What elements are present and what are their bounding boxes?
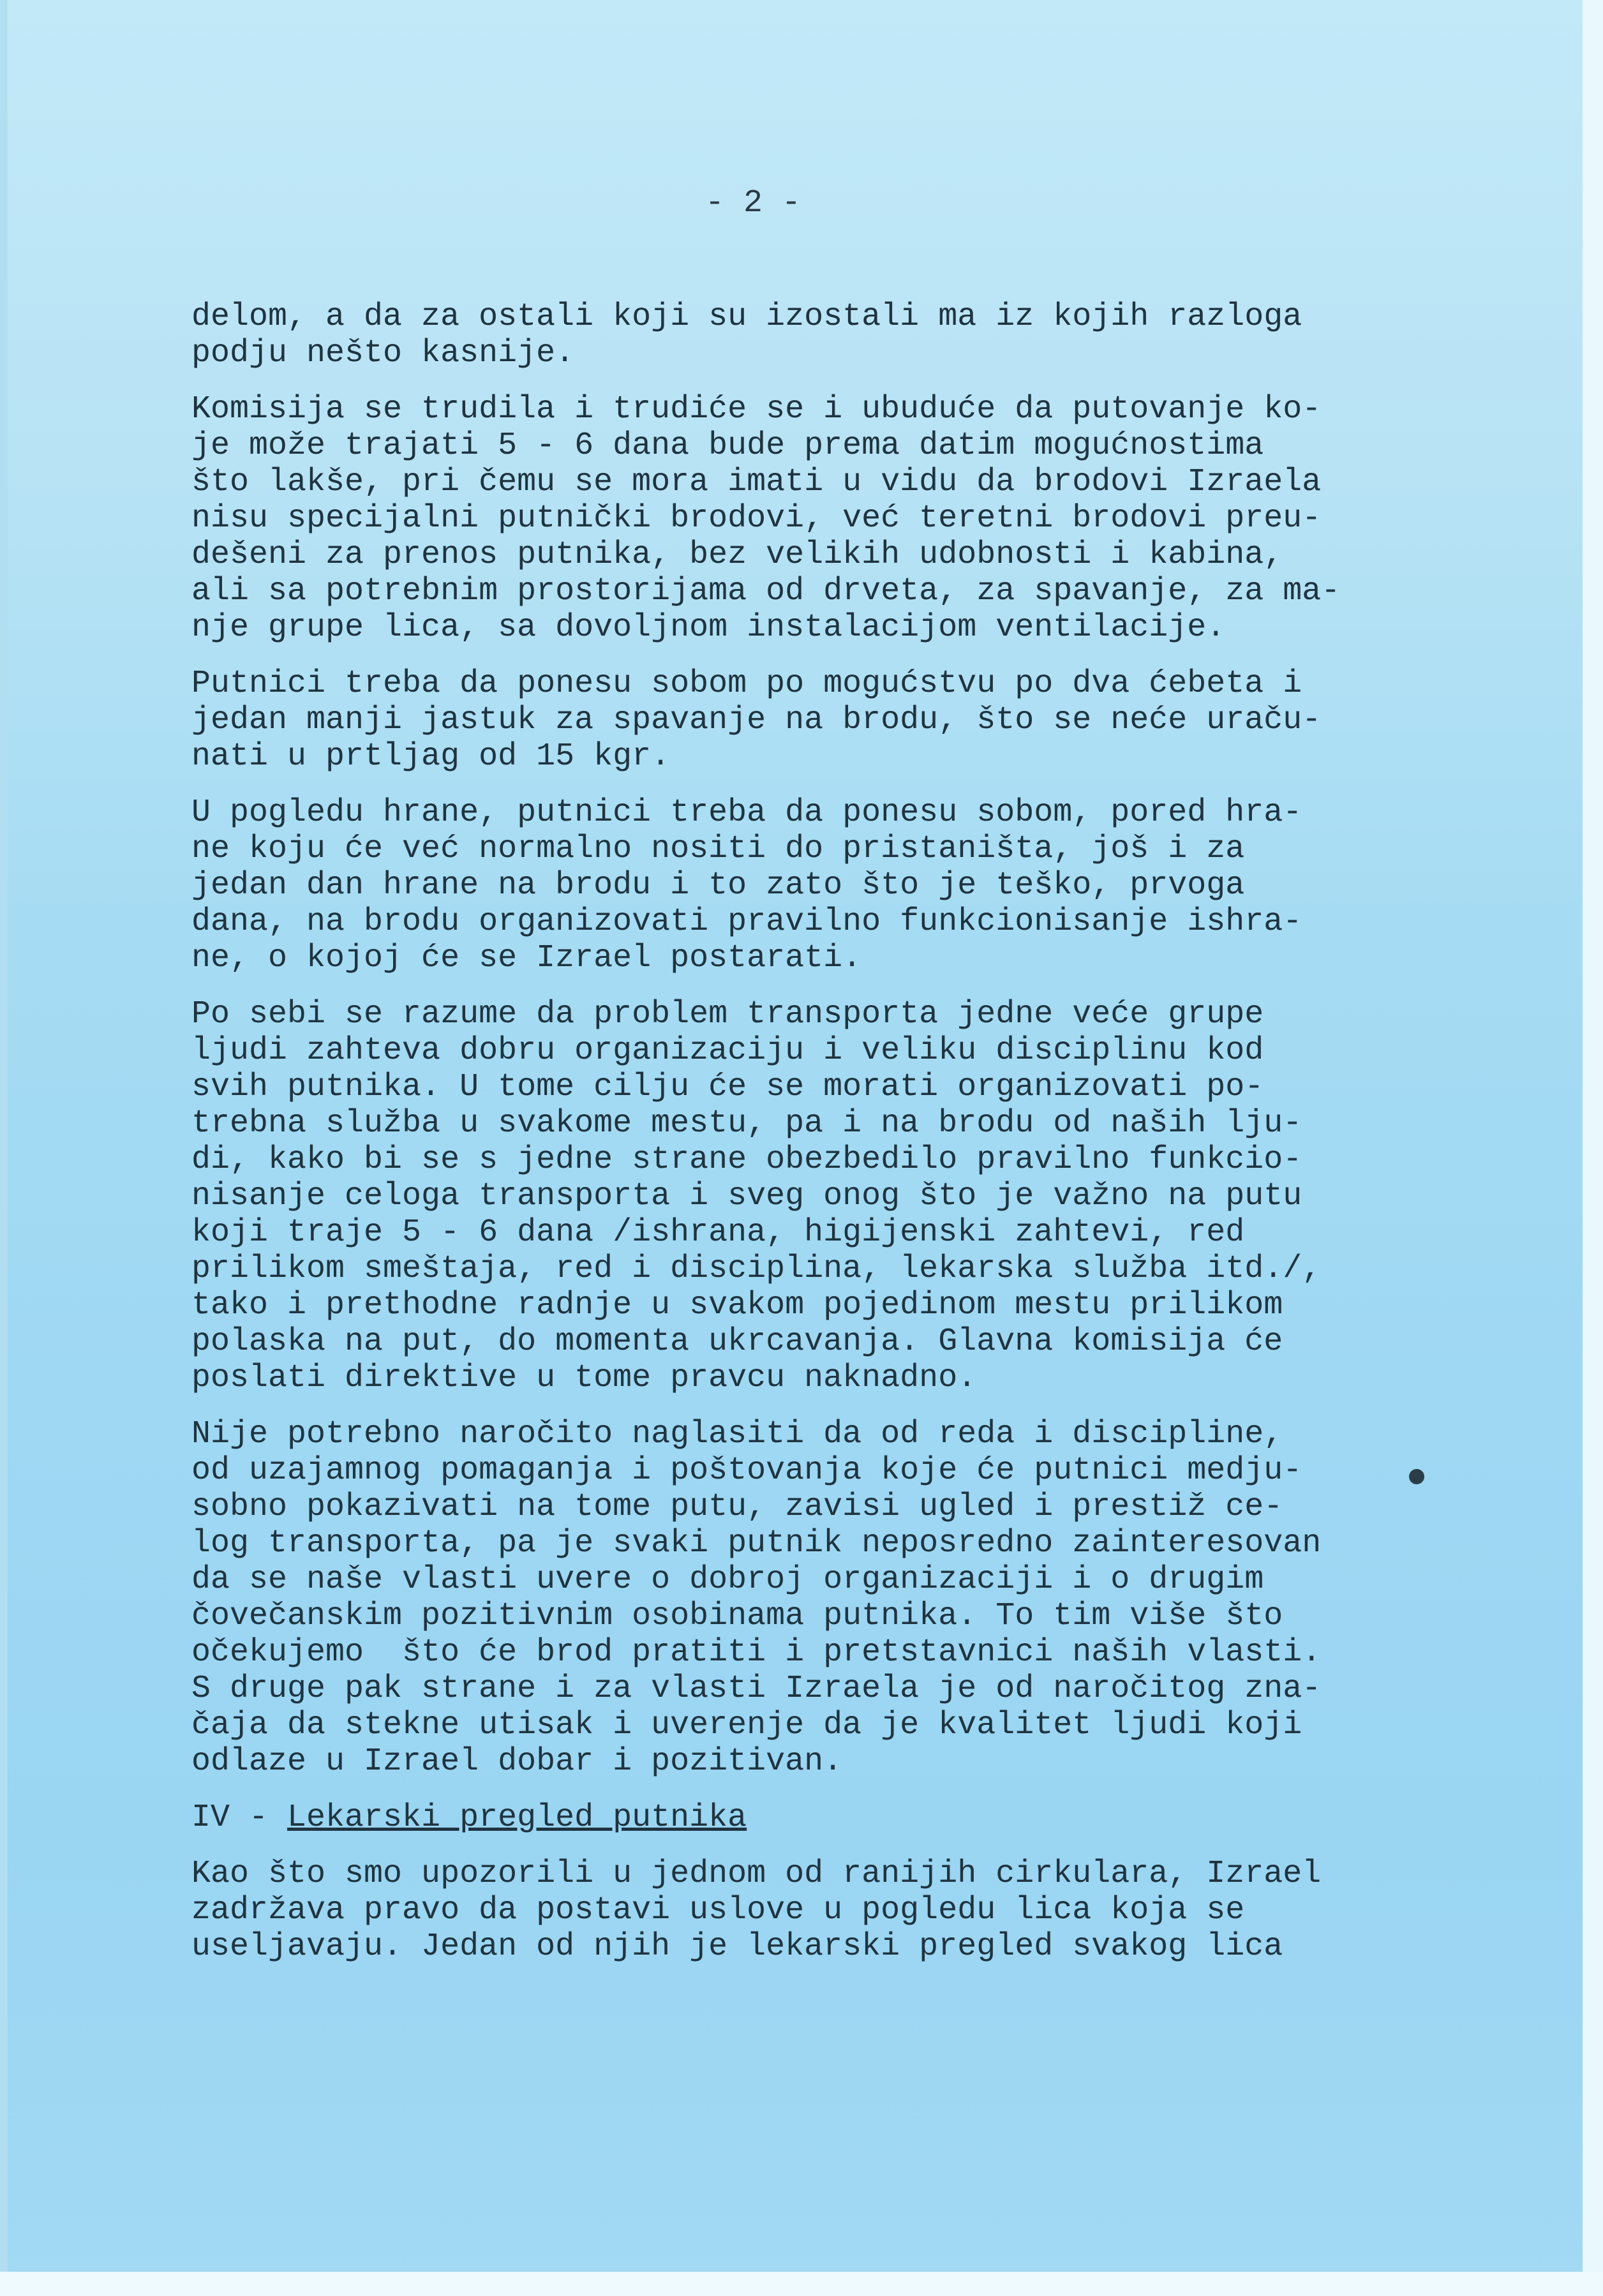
paragraph-7: Kao što smo upozorili u jednom od ranijih cirkulara, Izrael zadržava pravo da postavi uslove u pogledu lica koja se useljavaju. Jedan od njih je lekarski pregled svakog lica <box>191 1856 1322 1965</box>
paragraph-4: U pogledu hrane, putnici treba da ponesu sobom, pored hra- ne koju će već normalno nositi do pristaništa, još i za jedan dan hrane na brodu i to zato što je teško, prvoga dana, na brodu organizovati pravilno funkcionisanje ishra- ne, o kojoj će se Izrael postarati. <box>191 794 1302 976</box>
page-right-edge <box>1583 0 1603 2296</box>
page-number: - 2 - <box>705 185 802 221</box>
page-left-shadow <box>0 0 8 2296</box>
document-body <box>191 299 1404 1985</box>
paragraph-5: Po sebi se razume da problem transporta jedne veće grupe ljudi zahteva dobru organizaciju i veliku disciplinu kod svih putnika. U tome cilju će se morati organizovati po- trebna služba u svakome mestu, pa i na brodu od naših lju- di, kako bi se s jedne strane obezbedilo pravilno funkcio- nisanje celoga transporta i sveg onog što je važno na putu koji traje 5 - 6 dana /ishrana, higijenski zahtevi, red prilikom smeštaja, red i disciplina, lekarska služba itd./, tako i prethodne radnje u svakom pojedinom mestu prilikom polaska na put, do momenta ukrcavanja. Glavna komisija će poslati direktive u tome pravcu naknadno. <box>191 996 1322 1396</box>
section-heading <box>191 1800 1404 1836</box>
paragraph-3: Putnici treba da ponesu sobom po mogućstvu po dva ćebeta i jedan manji jastuk za spavanje na brodu, što se neće uraču- nati u prtljag od 15 kgr. <box>191 666 1322 775</box>
paragraph-2: Komisija se trudila i trudiće se i ubuduće da putovanje ko- je može trajati 5 - 6 dana bude prema datim mogućnostima što lakše, pri čemu se mora imati u vidu da brodovi Izraela nisu specijalni putnički brodovi, već teretni brodovi preu- dešeni za prenos putnika, bez velikih udobnosti i kabina, ali sa potrebnim prostorijama od drveta, za spavanje, za ma- nje grupe lica, sa dovoljnom instalacijom ventilacije. <box>191 391 1341 646</box>
paragraph-6: Nije potrebno naročito naglasiti da od reda i discipline, od uzajamnog pomaganja i poštovanja koje će putnici medju- sobno pokazivati na tome putu, zavisi ugled i prestiž ce- log transporta, pa je svaki putnik neposredno zainteresovan da se naše vlasti uvere o dobroj organizaciji i o drugim čovečanskim pozitivnim osobinama putnika. To tim više što očekujemo što će brod pratiti i pretstavnici naših vlasti. S druge pak strane i za vlasti Izraela je od naročitog zna- čaja da stekne utisak i uverenje da je kvalitet ljudi koji odlaze u Izrael dobar i pozitivan. <box>191 1416 1322 1780</box>
paragraph-1: delom, a da za ostali koji su izostali ma iz kojih razloga podju nešto kasnije. <box>191 299 1302 371</box>
page-bottom-edge <box>0 2272 1603 2296</box>
section-title: Lekarski pregled putnika <box>287 1800 747 1836</box>
ink-dot-mark <box>1409 1469 1424 1484</box>
section-number: IV - <box>191 1800 288 1836</box>
